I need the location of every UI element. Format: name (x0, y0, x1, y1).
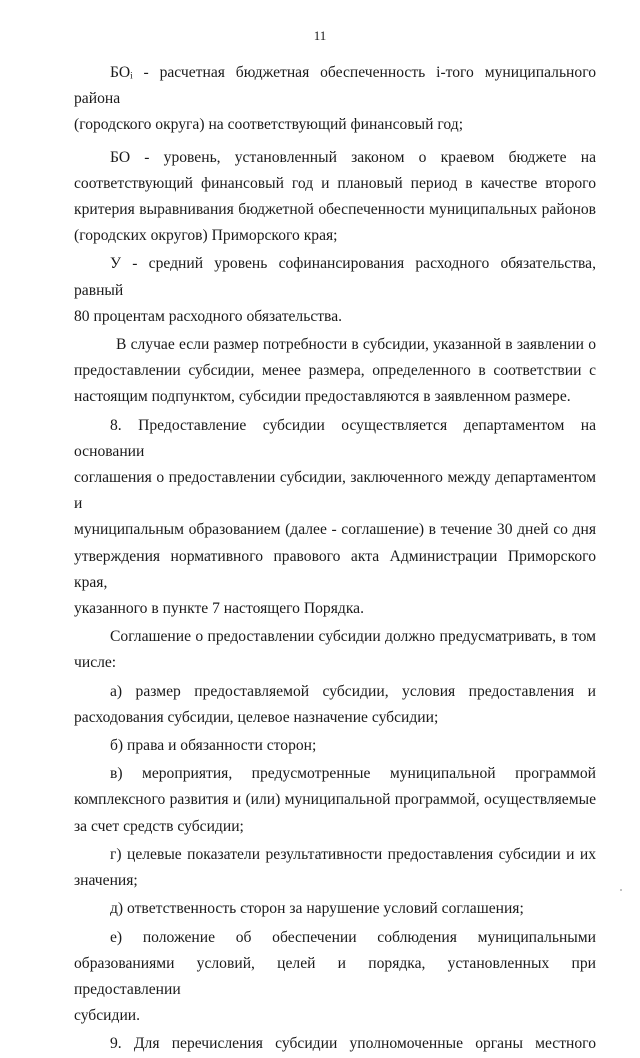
text-line: е) положение об обеспечении соблюдения муниципальными (110, 928, 596, 946)
text-line: У - средний уровень софинансирования расходного обязательства, равный (74, 255, 596, 299)
list-item-e (74, 925, 596, 1030)
text-line: настоящим подпунктом, субсидии предоставляются в заявленном размере. (74, 388, 571, 406)
text-line: БОᵢ - расчетная бюджетная обеспеченность i-того муниципального района (74, 64, 596, 108)
text-line: 8. Предоставление субсидии осуществляется департаментом на основании (74, 416, 596, 460)
scan-speck (620, 889, 622, 891)
text-line: в) мероприятия, предусмотренные муниципальной программой (110, 765, 596, 783)
paragraph-agreement-intro (74, 624, 596, 676)
paragraph-bo-definition (74, 145, 596, 250)
text-line: 80 процентам расходного обязательства. (74, 307, 343, 325)
paragraph-need-size (74, 332, 596, 411)
text-line: Соглашение о предоставлении субсидии должно предусматривать, в том (110, 628, 596, 646)
text-line: утверждения нормативного правового акта Администрации Приморского края, (74, 547, 596, 591)
list-item-b (74, 733, 596, 759)
text-line: соглашения о предоставлении субсидии, заключенного между департаментом и (74, 469, 596, 513)
text-line: за счет средств субсидии; (74, 817, 244, 835)
text-line: предоставлении субсидии, менее размера, определенного в соответствии с (74, 362, 596, 380)
text-line: расходования субсидии, целевое назначение субсидии; (74, 708, 439, 726)
paragraph-item-9 (74, 1031, 596, 1057)
text-line: муниципальным образованием (далее - соглашение) в течение 30 дней со дня (74, 521, 596, 539)
text-line: соответствующий финансовый год и плановый период в качестве второго (74, 174, 596, 192)
text-line: г) целевые показатели результативности предоставления субсидии и их (110, 845, 596, 863)
text-line: (городского округа) на соответствующий финансовый год; (74, 116, 464, 134)
text-line: критерия выравнивания бюджетной обеспеченности муниципальных районов (74, 201, 596, 219)
paragraph-u-definition (74, 251, 596, 330)
text-line: б) права и обязанности сторон; (110, 737, 317, 755)
page-number: 11 (313, 28, 327, 43)
text-line: В случае если размер потребности в субсидии, указанной в заявлении о (116, 336, 596, 354)
list-item-d (74, 896, 596, 922)
text-line: числе: (74, 654, 117, 672)
text-line: БО - уровень, установленный законом о краевом бюджете на (110, 148, 596, 166)
text-line: (городских округов) Приморского края; (74, 227, 338, 245)
text-line: а) размер предоставляемой субсидии, условия предоставления и (110, 682, 596, 700)
text-line: 9. Для перечисления субсидии уполномоченные органы местного (110, 1035, 596, 1053)
text-line: д) ответственность сторон за нарушение условий соглашения; (110, 900, 524, 918)
text-line: значения; (74, 872, 138, 890)
text-line: комплексного развития и (или) муниципальной программой, осуществляемые (74, 791, 596, 809)
text-line: субсидии. (74, 1007, 141, 1025)
list-item-v (74, 761, 596, 840)
document-body (74, 60, 596, 1058)
text-line: образованиями условий, целей и порядка, установленных при предоставлении (74, 954, 596, 998)
paragraph-item-8 (74, 413, 596, 623)
text-line: указанного в пункте 7 настоящего Порядка. (74, 600, 364, 618)
list-item-a (74, 679, 596, 731)
list-item-g (74, 842, 596, 894)
paragraph-bo-i-definition (74, 60, 596, 139)
